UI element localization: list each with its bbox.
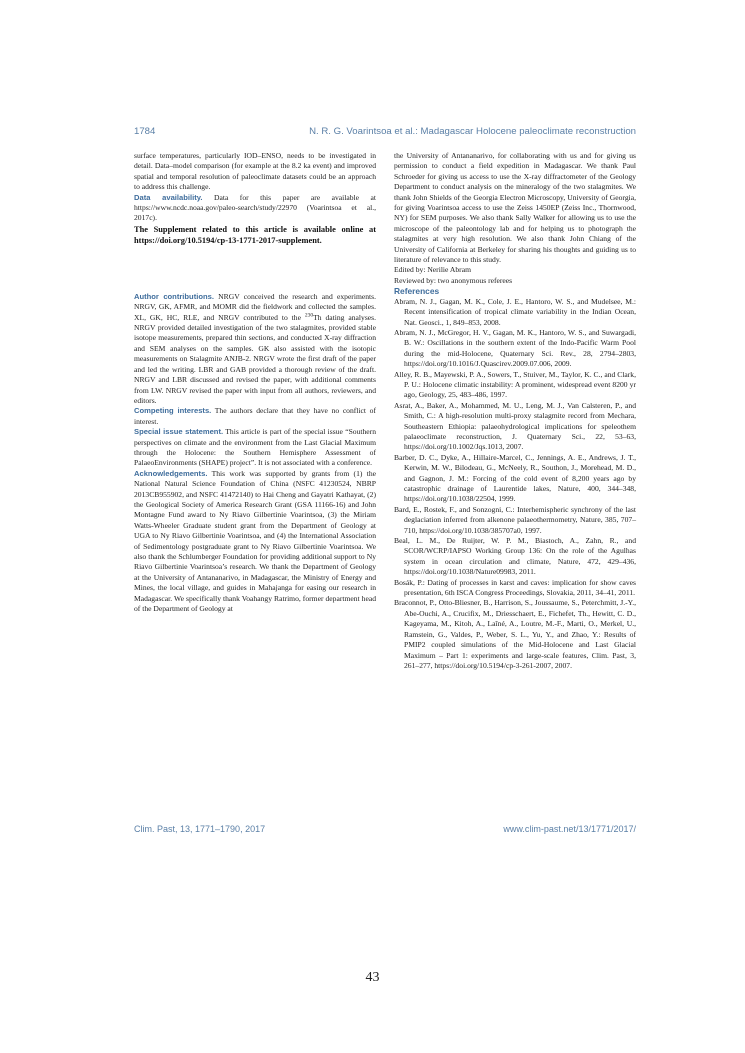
page-footer [134,824,636,838]
reference-item[interactable]: Asrat, A., Baker, A., Mohammed, M. U., Leng, M. J., Van Calsteren, P., and Smith, C.: A high-resolution multi-proxy stalagmite record from Mechara, Southeastern Ethiopia: palaeohydrological implications for speleothem palaeoclimate reconstruction, J. Quaternary Sci., 22, 53–63, https://doi.org/10.1002/Jqs.1013, 2007. [394,400,636,452]
reference-list [394,297,636,672]
reference-item[interactable]: Abram, N. J., McGregor, H. V., Gagan, M. K., Hantoro, W. S., and Suwargadi, B. W.: Oscillations in the southern extent of the Indo-Pacific Warm Pool during the mid-Holocene, Quaternary Sci. Rev., 28, 2794–2803, https://doi.org/10.1016/J.Quascirev.2009.07.006, 2009. [394,327,636,369]
left-column [134,151,376,614]
special-issue-heading: Special issue statement. [134,427,224,437]
reference-item[interactable]: Barber, D. C., Dyke, A., Hillaire-Marcel, C., Jennings, A. E., Andrews, J. T., Kerwin, M. W., Bilodeau, G., McNeely, R., Southon, J., Morehead, M. D., and Gagnon, J. M.: Forcing of the cold event of 8,200 years ago by catastrophic drainage of Laurentide lakes, Nature, 400, 344–348, https://doi.org/10.1038/22504, 1999. [394,452,636,504]
reference-item[interactable]: Braconnot, P., Otto-Bliesner, B., Harrison, S., Joussaume, S., Peterchmitt, J.-Y., Abe-Ouchi, A., Crucifix, M., Driesschaert, E., Fichefet, Th., Hewitt, C. D., Kageyama, M., Kitoh, A., Laîné, A., Loutre, M.-F., Marti, O., Merkel, U., Ramstein, G., Valdes, P., Weber, S. L., Yu, Y., and Zhao, Y.: Results of PMIP2 coupled simulations of the Mid-Holocene and Last Glacial Maximum – Part 1: experiments and large-scale features, Clim. Past, 3, 261–277, https://doi.org/10.5194/cp-3-261-2007, 2007. [394,598,636,670]
edited-by: Edited by: Nerilie Abram [394,265,471,275]
footer-citation: Clim. Past, 13, 1771–1790, 2017 [134,824,266,834]
reference-item[interactable]: Bard, E., Rostek, F., and Sonzogni, C.: Interhemispheric synchrony of the last deglaciation inferred from alkenone palaeothermometry, Nature, 385, 707–710, https://doi.org/10.1038/385707a0, 1997. [394,504,636,535]
reference-item[interactable]: Beal, L. M., De Ruijter, W. P. M., Biastoch, A., Zahn, R., and SCOR/WCRP/IAPSO Working Group 136: On the role of the Agulhas system in ocean circulation and climate, Nature, 472, 429–436, https://doi.org/10.1038/Nature09983, 2011. [394,536,636,577]
special-issue-text: This article is part of the special issue “Southern perspectives on climate and the environment from the Last Glacial Maximum through the Holocene: the Southern Hemisphere Assessment of PalaeoEnvironments (SHAPE) project”. It is not associated with a conference. [134,427,376,468]
thorium-superscript: 230 [304,312,314,319]
running-header [134,126,636,140]
header-page-number: 1784 [134,126,156,137]
reference-item[interactable]: Bosák, P.: Dating of processes in karst and caves: implication for show caves presentation, 6th ISCA Congress Proceedings, Slovakia, 2011, 34–41, 2011. [394,577,636,598]
reference-item[interactable]: Abram, N. J., Gagan, M. K., Cole, J. E., Hantoro, W. S., and Mudelsee, M.: Recent intensification of tropical climate variability in the Indian Ocean, Nat. Geosci., 1, 849–853, 2008. [394,296,636,327]
competing-interests-heading: Competing interests. [134,406,212,416]
acknowledgements-continued: the University of Antananarivo, for collaborating with us and for giving us permission to conduct a field expedition in Madagascar. We thank Paul Schroeder for giving us access to use the X-ray diffractometer of the Geology Department to conduct analysis on the mineralogy of the two stalagmites. We thank John Shields of the Georgia Electron Microscopy, University of Georgia, for giving Voarintsoa access to use the Zeiss 1450EP (Zeiss Inc., Thornwood, NY) for SEM purposes. We also thank Sally Walker for allowing us to use the microscope of the paleontology lab and for helping us to photograph the stalagmites at very high resolution. We also thank John Chiang of the University of California at Berkeley for sharing his thoughts and guiding us to literature of relevance to this study. [394,151,636,265]
intro-paragraph: surface temperatures, particularly IOD–ENSO, needs to be investigated in detail. Data–model comparison (for example at the 8.2 ka event) and improved spatial and temporal resolution of paleoclimate datasets could be an approach to address this challenge. [134,151,376,192]
reference-item[interactable]: Alley, R. B., Mayewski, P. A., Sowers, T., Stuiver, M., Taylor, K. C., and Clark, P. U.: Holocene climatic instability: A prominent, widespread event 8200 yr ago, Geology, 25, 483–486, 1997. [394,369,636,400]
author-contributions-text-2: Th dating analyses. NRGV provided detailed investigation of the two stalagmites, provided stable isotope measurements, prepared thin sections, and conducted X-ray diffraction and SEM analyses on the samples. GK also assisted with the isotopic measurements on Stalagmite ANJB-2. NRGV wrote the first draft of the paper and led the writing. LBR and GAB provided a thorough review of the draft. NRGV and LBR discussed and revised the paper, with additional comments from LW. NRGV revised the paper with input from all authors, reviewers, and editors. [134,312,377,405]
special-issue-section [134,427,376,469]
data-availability-text[interactable]: Data for this paper are available at https://www.ncdc.noaa.gov/paleo-search/study/22970 (Voarintsoa et al., 2017c). [134,192,376,223]
author-contributions-heading: Author contributions. [134,291,214,301]
footer-url[interactable]: www.clim-past.net/13/1771/2017/ [503,824,636,834]
references-heading: References [394,286,440,297]
author-contributions-section [134,292,376,406]
right-column [394,151,636,671]
page-number: 43 [365,970,380,985]
acknowledgements-text: This work was supported by grants from (1) the National Natural Science Foundation of China (NSFC 41230524, NBRP 2013CB955902, and NSFC 41472140) to Hai Cheng and Gayatri Kathayat, (2) the Geological Society of America Research Grant (GSA 11166-16) and John Montagne Fund award to Ny Riavo Gilbertinie Voarintsoa, (3) the Miriam Watts-Wheeler Graduate student grant from the Department of Geology at UGA to Ny Riavo Gilbertinie Voarintsoa, and (4) the International Association of Sedimentology postgraduate grant to Ny Riavo Gilbertinie Voarintsoa. We also thank the Schlumberger Foundation for providing additional support to Ny Riavo Gilbertinie Voarintsoa’s research. We thank the Department of Geology at the University of Antananarivo, in Madagascar, the Ministry of Energy and Mines, the local village, and guides in Mahajanga for easing our research in Madagascar. We specifically thank Voahangy Ratrimo, former department head of the Department of Geology at [134,468,376,614]
competing-interests-text: The authors declare that they have no conflict of interest. [134,406,376,426]
header-running-title: N. R. G. Voarintsoa et al.: Madagascar Holocene paleoclimate reconstruction [309,126,636,137]
reviewed-by: Reviewed by: two anonymous referees [394,275,513,285]
competing-interests-section [134,406,376,427]
data-availability-heading: Data availability. [134,192,203,202]
author-contributions-text-1: NRGV conceived the research and experiments. NRGV, GK, AFMR, and MOMR did the fieldwork and collected the samples. XL, GK, HC, RLE, and NRGV contributed to the [134,291,376,322]
acknowledgements-section [134,469,376,615]
data-availability-section [134,193,376,224]
supplement-note[interactable]: The Supplement related to this article is available online at https://doi.org/10.5194/cp-13-1771-2017-supplement. [134,224,376,245]
acknowledgements-heading: Acknowledgements. [134,468,208,478]
